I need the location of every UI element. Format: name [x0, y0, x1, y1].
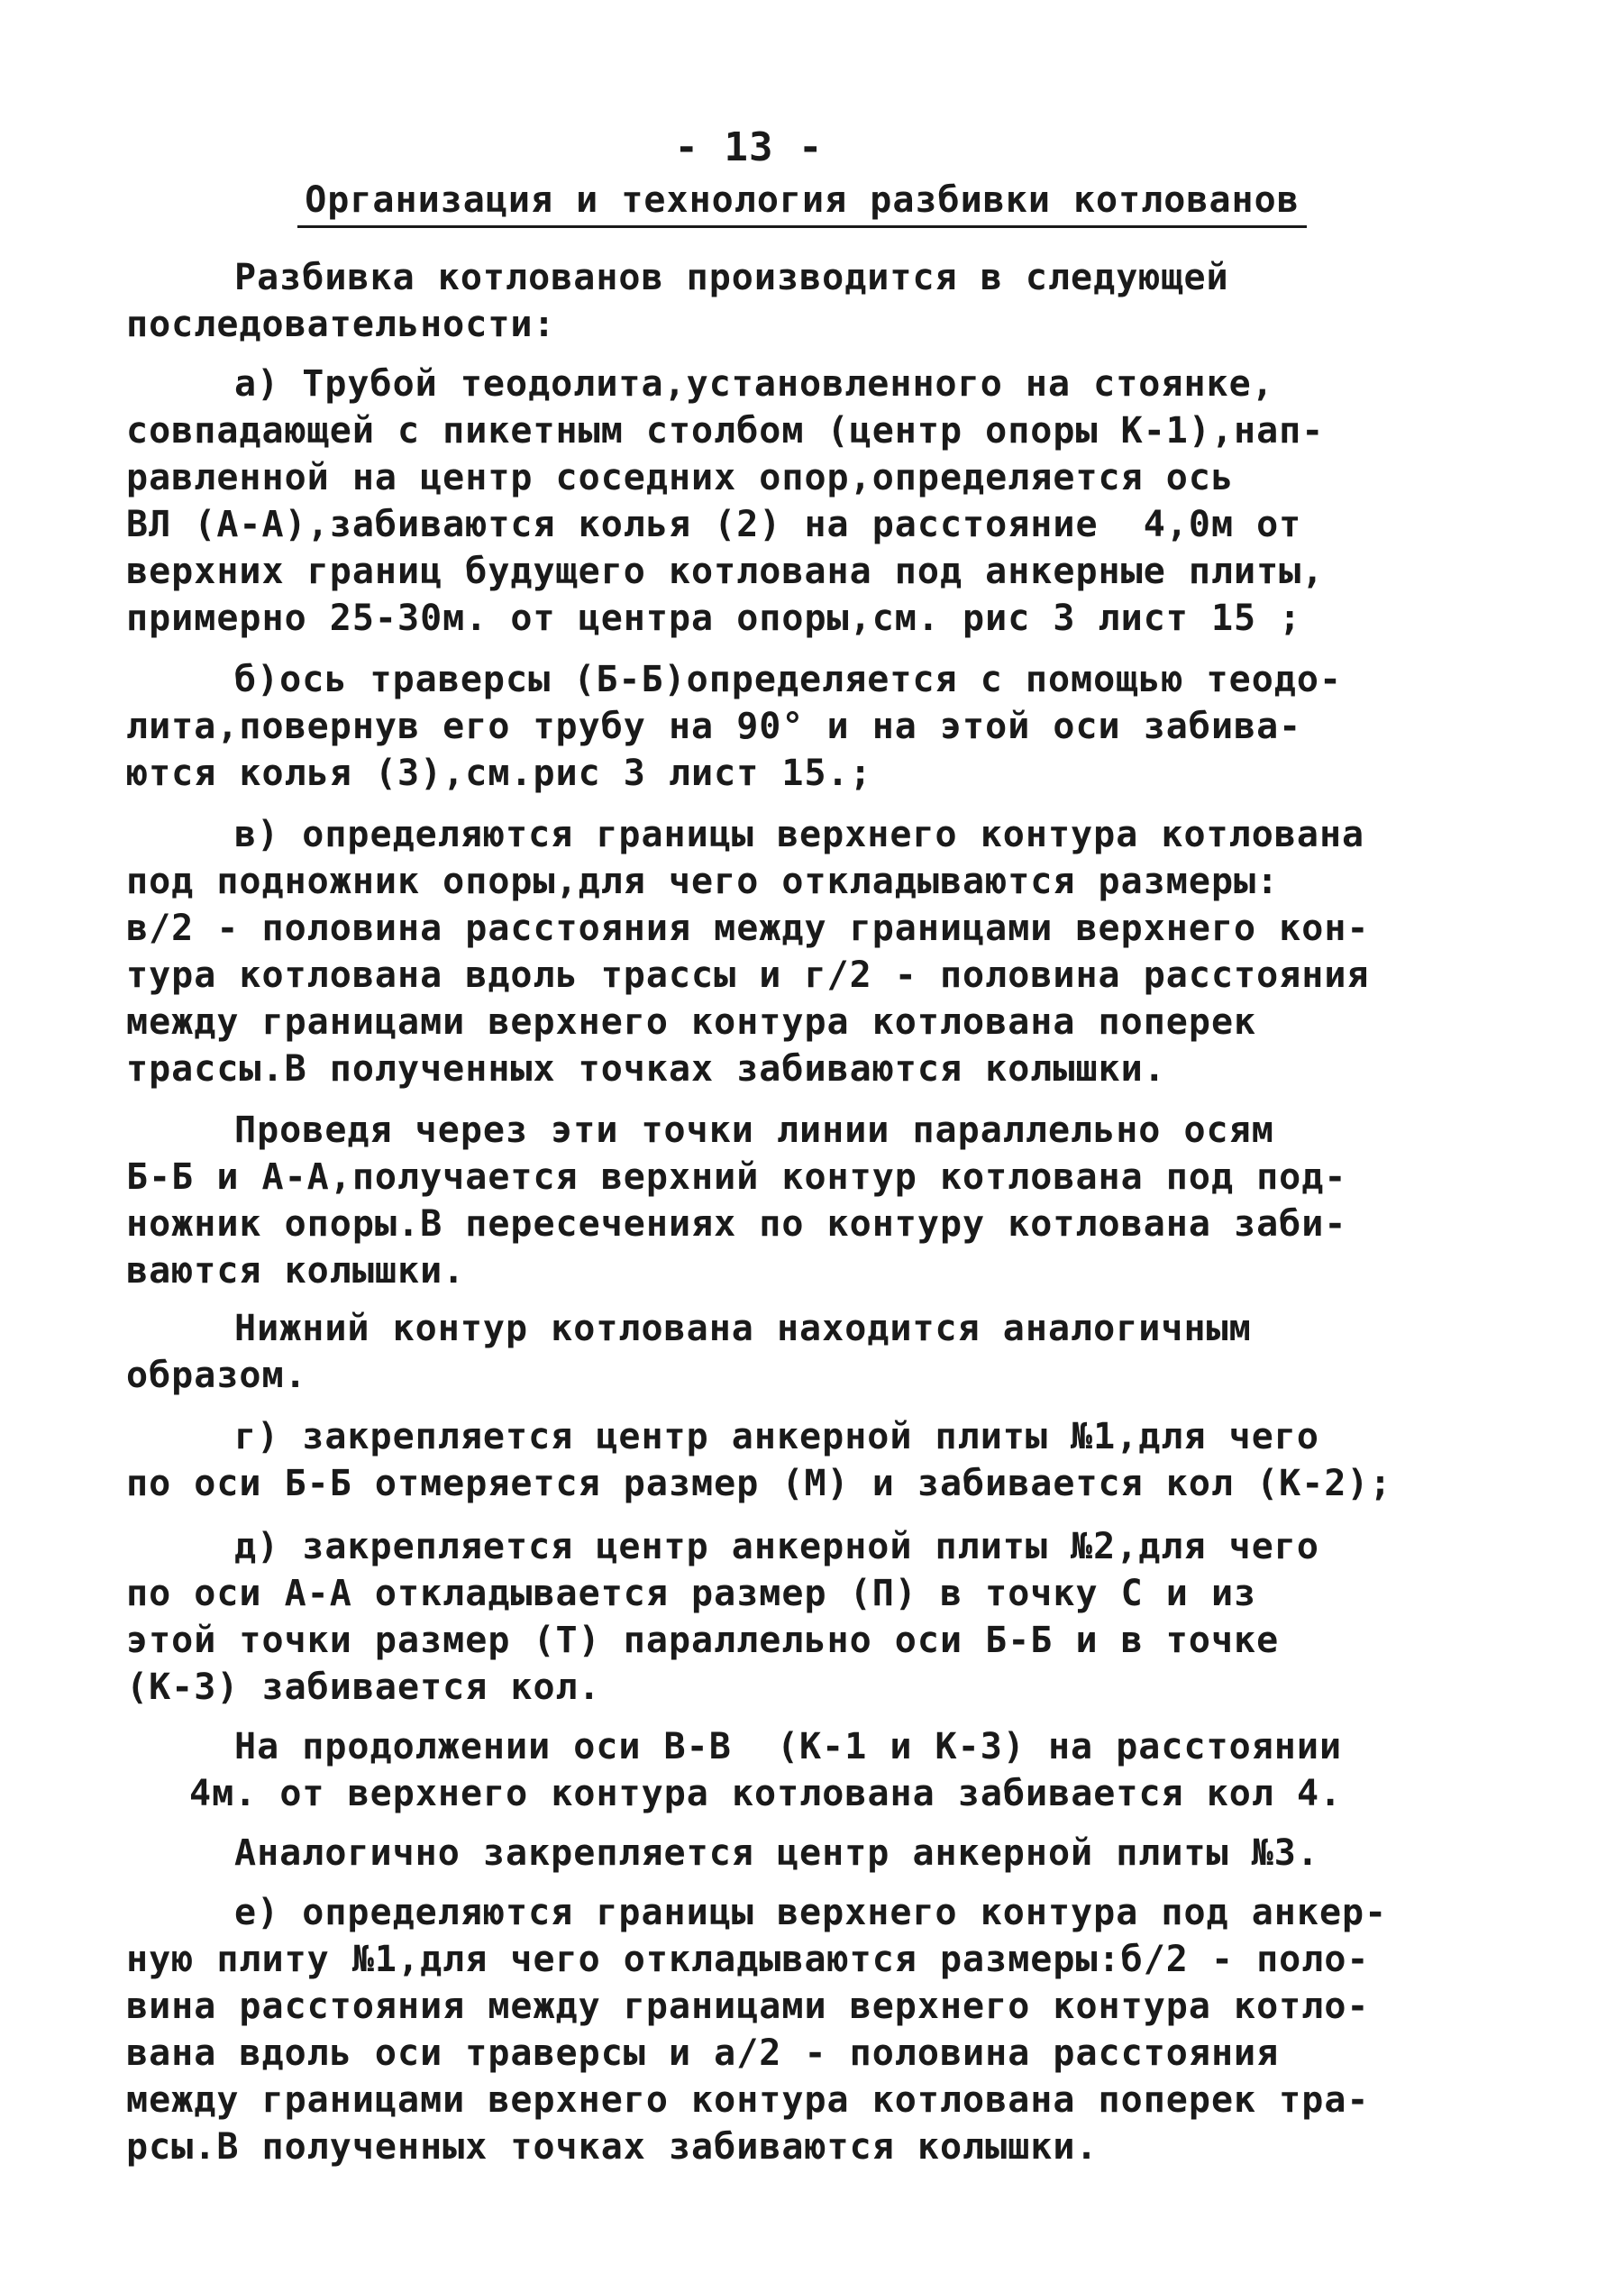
text-line: ваются колышки.	[126, 1250, 466, 1292]
paragraph-step-g	[126, 1413, 1392, 1507]
text-line: между границами верхнего контура котлована поперек тра-	[126, 2079, 1370, 2121]
text-line: тура котлована вдоль трассы и г/2 - половина расстояния	[126, 954, 1370, 996]
text-line: рсы.В полученных точках забиваются колышки.	[126, 2126, 1099, 2168]
paragraph-contour	[126, 1107, 1370, 1294]
text-line: е) определяются границы верхнего контура под анкер-	[234, 1892, 1388, 1933]
text-line: в) определяются границы верхнего контура котлована	[234, 814, 1365, 855]
text-line: ную плиту №1,для чего откладываются размеры:б/2 - поло-	[126, 1939, 1370, 1980]
text-line: верхних границ будущего котлована под анкерные плиты,	[126, 551, 1325, 592]
paragraph-step-e	[126, 1889, 1388, 2170]
text-line: образом.	[126, 1355, 307, 1396]
text-line: д) закрепляется центр анкерной плиты №2,для чего	[234, 1526, 1319, 1567]
text-line: Проведя через эти точки линии параллельно осям	[234, 1110, 1274, 1151]
text-line: б)ось траверсы (Б-Б)определяется с помощью теодо-	[234, 659, 1343, 700]
text-line: вана вдоль оси траверсы и а/2 - половина расстояния	[126, 2032, 1280, 2074]
text-line: в/2 - половина расстояния между границами верхнего кон-	[126, 908, 1370, 949]
text-line: под подножник опоры,для чего откладываются размеры:	[126, 861, 1280, 902]
text-line: Б-Б и А-А,получается верхний контур котлована под под-	[126, 1156, 1347, 1198]
text-line: трассы.В полученных точках забиваются колышки.	[126, 1048, 1166, 1090]
text-line: ножник опоры.В пересечениях по контуру котлована заби-	[126, 1203, 1347, 1245]
text-line: ются колья (3),см.рис 3 лист 15.;	[126, 753, 872, 794]
paragraph-step-d	[126, 1523, 1370, 1711]
text-line: 4м. от верхнего контура котлована забивается кол 4.	[189, 1773, 1343, 1814]
text-line: примерно 25-30м. от центра опоры,см. рис 3 лист 15 ;	[126, 598, 1302, 639]
text-line: г) закрепляется центр анкерной плиты №1,для чего	[234, 1416, 1319, 1457]
paragraph-intro	[126, 254, 1370, 348]
text-line: Нижний контур котлована находится аналогичным	[234, 1308, 1252, 1349]
text-line: а) Трубой теодолита,установленного на стоянке,	[234, 363, 1274, 405]
page-number: - 13 -	[674, 124, 824, 170]
text-line: этой точки размер (Т) параллельно оси Б-Б и в точке	[126, 1620, 1280, 1661]
text-line: по оси Б-Б отмеряется размер (М) и забивается кол (К-2);	[126, 1463, 1392, 1504]
paragraph-lower-contour	[126, 1305, 1370, 1399]
paragraph-step-b	[126, 656, 1370, 797]
text-line: ВЛ (А-А),забиваются колья (2) на расстояние 4,0м от	[126, 504, 1302, 545]
paragraph-step-v	[126, 811, 1370, 1092]
text-line: равленной на центр соседних опор,определяется ось	[126, 457, 1235, 498]
paragraph-axis-extension	[126, 1723, 1370, 1817]
paragraph-plate-3	[126, 1830, 1370, 1877]
text-line: Разбивка котлованов производится в следующей	[234, 257, 1229, 298]
text-line: вина расстояния между границами верхнего контура котло-	[126, 1986, 1370, 2027]
text-line: лита,повернув его трубу на 90° и на этой оси забива-	[126, 706, 1302, 747]
text-line: последовательности:	[126, 304, 556, 345]
text-line: по оси А-А откладывается размер (П) в точку С и из	[126, 1573, 1257, 1614]
text-line: совпадающей с пикетным столбом (центр опоры К-1),нап-	[126, 410, 1325, 452]
text-line: (К-3) забивается кол.	[126, 1667, 601, 1708]
text-line: На продолжении оси В-В (К-1 и К-3) на расстоянии	[234, 1726, 1343, 1767]
text-line: между границами верхнего контура котлована поперек	[126, 1001, 1257, 1043]
paragraph-step-a	[126, 361, 1370, 642]
text-line: Аналогично закрепляется центр анкерной плиты №3.	[234, 1832, 1319, 1874]
section-heading: Организация и технология разбивки котлованов	[297, 177, 1307, 228]
